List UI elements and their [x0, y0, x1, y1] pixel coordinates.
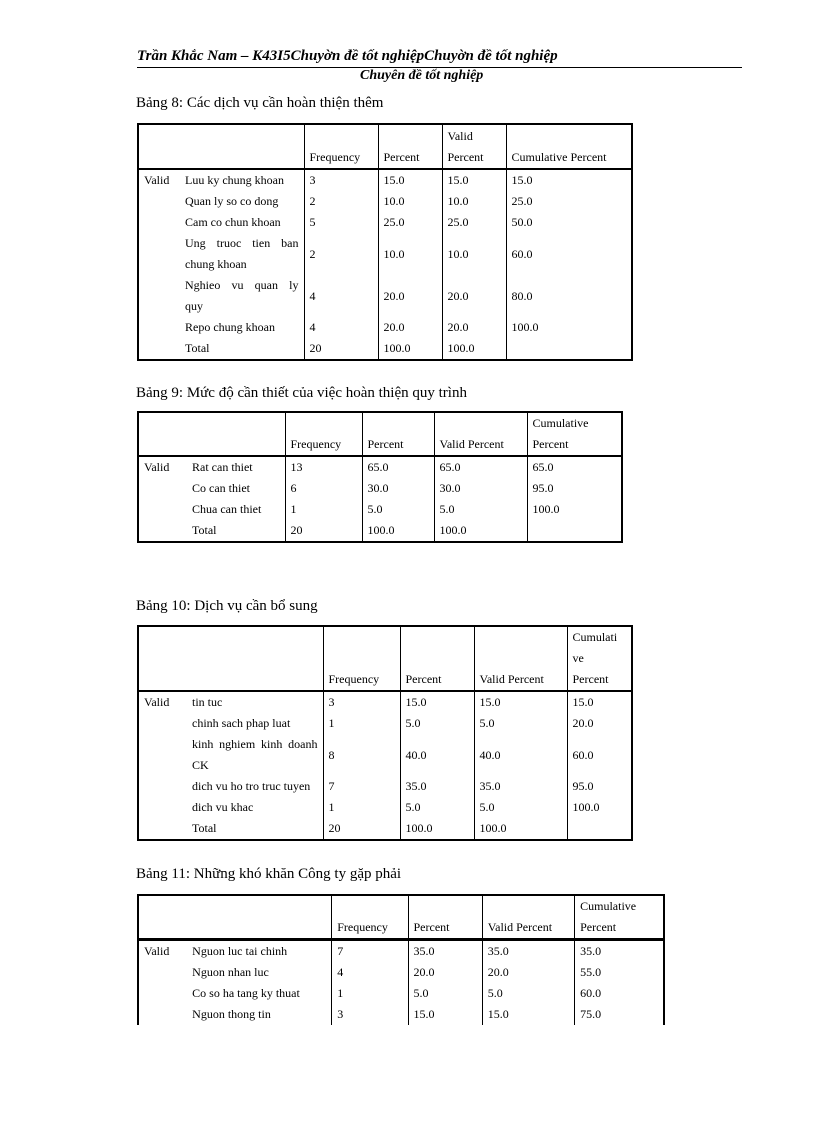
page-header-title: Chuyên đề tốt nghiệp: [360, 68, 484, 83]
table-10-caption: Bảng 10: Dịch vụ cần bổ sung: [136, 598, 318, 614]
table-row-total: Total 20 100.0 100.0: [138, 818, 632, 840]
table-row-total: Total 20 100.0 100.0: [138, 338, 632, 360]
page-header-author: Trần Khắc Nam – K43I5Chuyờn đề tốt nghiệpChuyờn đề tốt nghiệp: [137, 48, 558, 64]
col-header-percent: Percent: [378, 124, 442, 169]
table-9-caption: Bảng 9: Mức độ cần thiết của việc hoàn thiện quy trình: [136, 385, 467, 401]
table-row: kinh nghiem kinh doanh CK 8 40.0 40.0 60.0: [138, 734, 632, 776]
table-row: Repo chung khoan 4 20.0 20.0 100.0: [138, 317, 632, 338]
table-11: [137, 894, 665, 1025]
table-row: Nguon nhan luc 4 20.0 20.0 55.0: [138, 962, 664, 983]
table-row: Nghieo vu quan ly quy 4 20.0 20.0 80.0: [138, 275, 632, 317]
table-row: Co can thiet 6 30.0 30.0 95.0: [138, 478, 622, 499]
col-header-frequency: Frequency: [285, 412, 362, 456]
table-8-caption: Bảng 8: Các dịch vụ cần hoàn thiện thêm: [136, 95, 384, 111]
col-header-frequency: Frequency: [323, 626, 400, 691]
col-header-cumulative-percent: Cumulative Percent: [527, 412, 622, 456]
table-row: chinh sach phap luat 1 5.0 5.0 20.0: [138, 713, 632, 734]
table-9: [137, 411, 623, 543]
table-row: Valid Nguon luc tai chinh 7 35.0 35.0 35.0: [138, 940, 664, 963]
col-header-percent: Percent: [362, 412, 434, 456]
table-row: Ung truoc tien ban chung khoan 2 10.0 10.0 60.0: [138, 233, 632, 275]
table-row: Valid Rat can thiet 13 65.0 65.0 65.0: [138, 456, 622, 478]
table-row: Nguon thong tin 3 15.0 15.0 75.0: [138, 1004, 664, 1025]
table-row: Quan ly so co dong 2 10.0 10.0 25.0: [138, 191, 632, 212]
col-header-frequency: Frequency: [332, 895, 408, 940]
table-row: dich vu ho tro truc tuyen 7 35.0 35.0 95.0: [138, 776, 632, 797]
col-header-valid-percent: Valid Percent: [474, 626, 567, 691]
col-header-valid-percent: Valid Percent: [482, 895, 574, 940]
table-row: dich vu khac 1 5.0 5.0 100.0: [138, 797, 632, 818]
col-header-valid-percent: Valid Percent: [442, 124, 506, 169]
table-row: Co so ha tang ky thuat 1 5.0 5.0 60.0: [138, 983, 664, 1004]
table-row-total: Total 20 100.0 100.0: [138, 520, 622, 542]
col-header-frequency: Frequency: [304, 124, 378, 169]
table-8: [137, 123, 633, 361]
col-header-valid-percent: Valid Percent: [434, 412, 527, 456]
table-11-caption: Bảng 11: Những khó khăn Công ty gặp phải: [136, 866, 402, 882]
table-row: Chua can thiet 1 5.0 5.0 100.0: [138, 499, 622, 520]
col-header-percent: Percent: [400, 626, 474, 691]
col-header-cumulative-percent: Cumulative Percent: [506, 124, 632, 169]
table-row: Cam co chun khoan 5 25.0 25.0 50.0: [138, 212, 632, 233]
col-header-cumulative-percent: Cumulative Percent: [575, 895, 664, 940]
col-header-cumulative-percent: Cumulati ve Percent: [567, 626, 632, 691]
table-row: Valid tin tuc 3 15.0 15.0 15.0: [138, 691, 632, 713]
col-header-percent: Percent: [408, 895, 482, 940]
table-10: [137, 625, 633, 841]
table-row: Valid Luu ky chung khoan 3 15.0 15.0 15.0: [138, 169, 632, 191]
